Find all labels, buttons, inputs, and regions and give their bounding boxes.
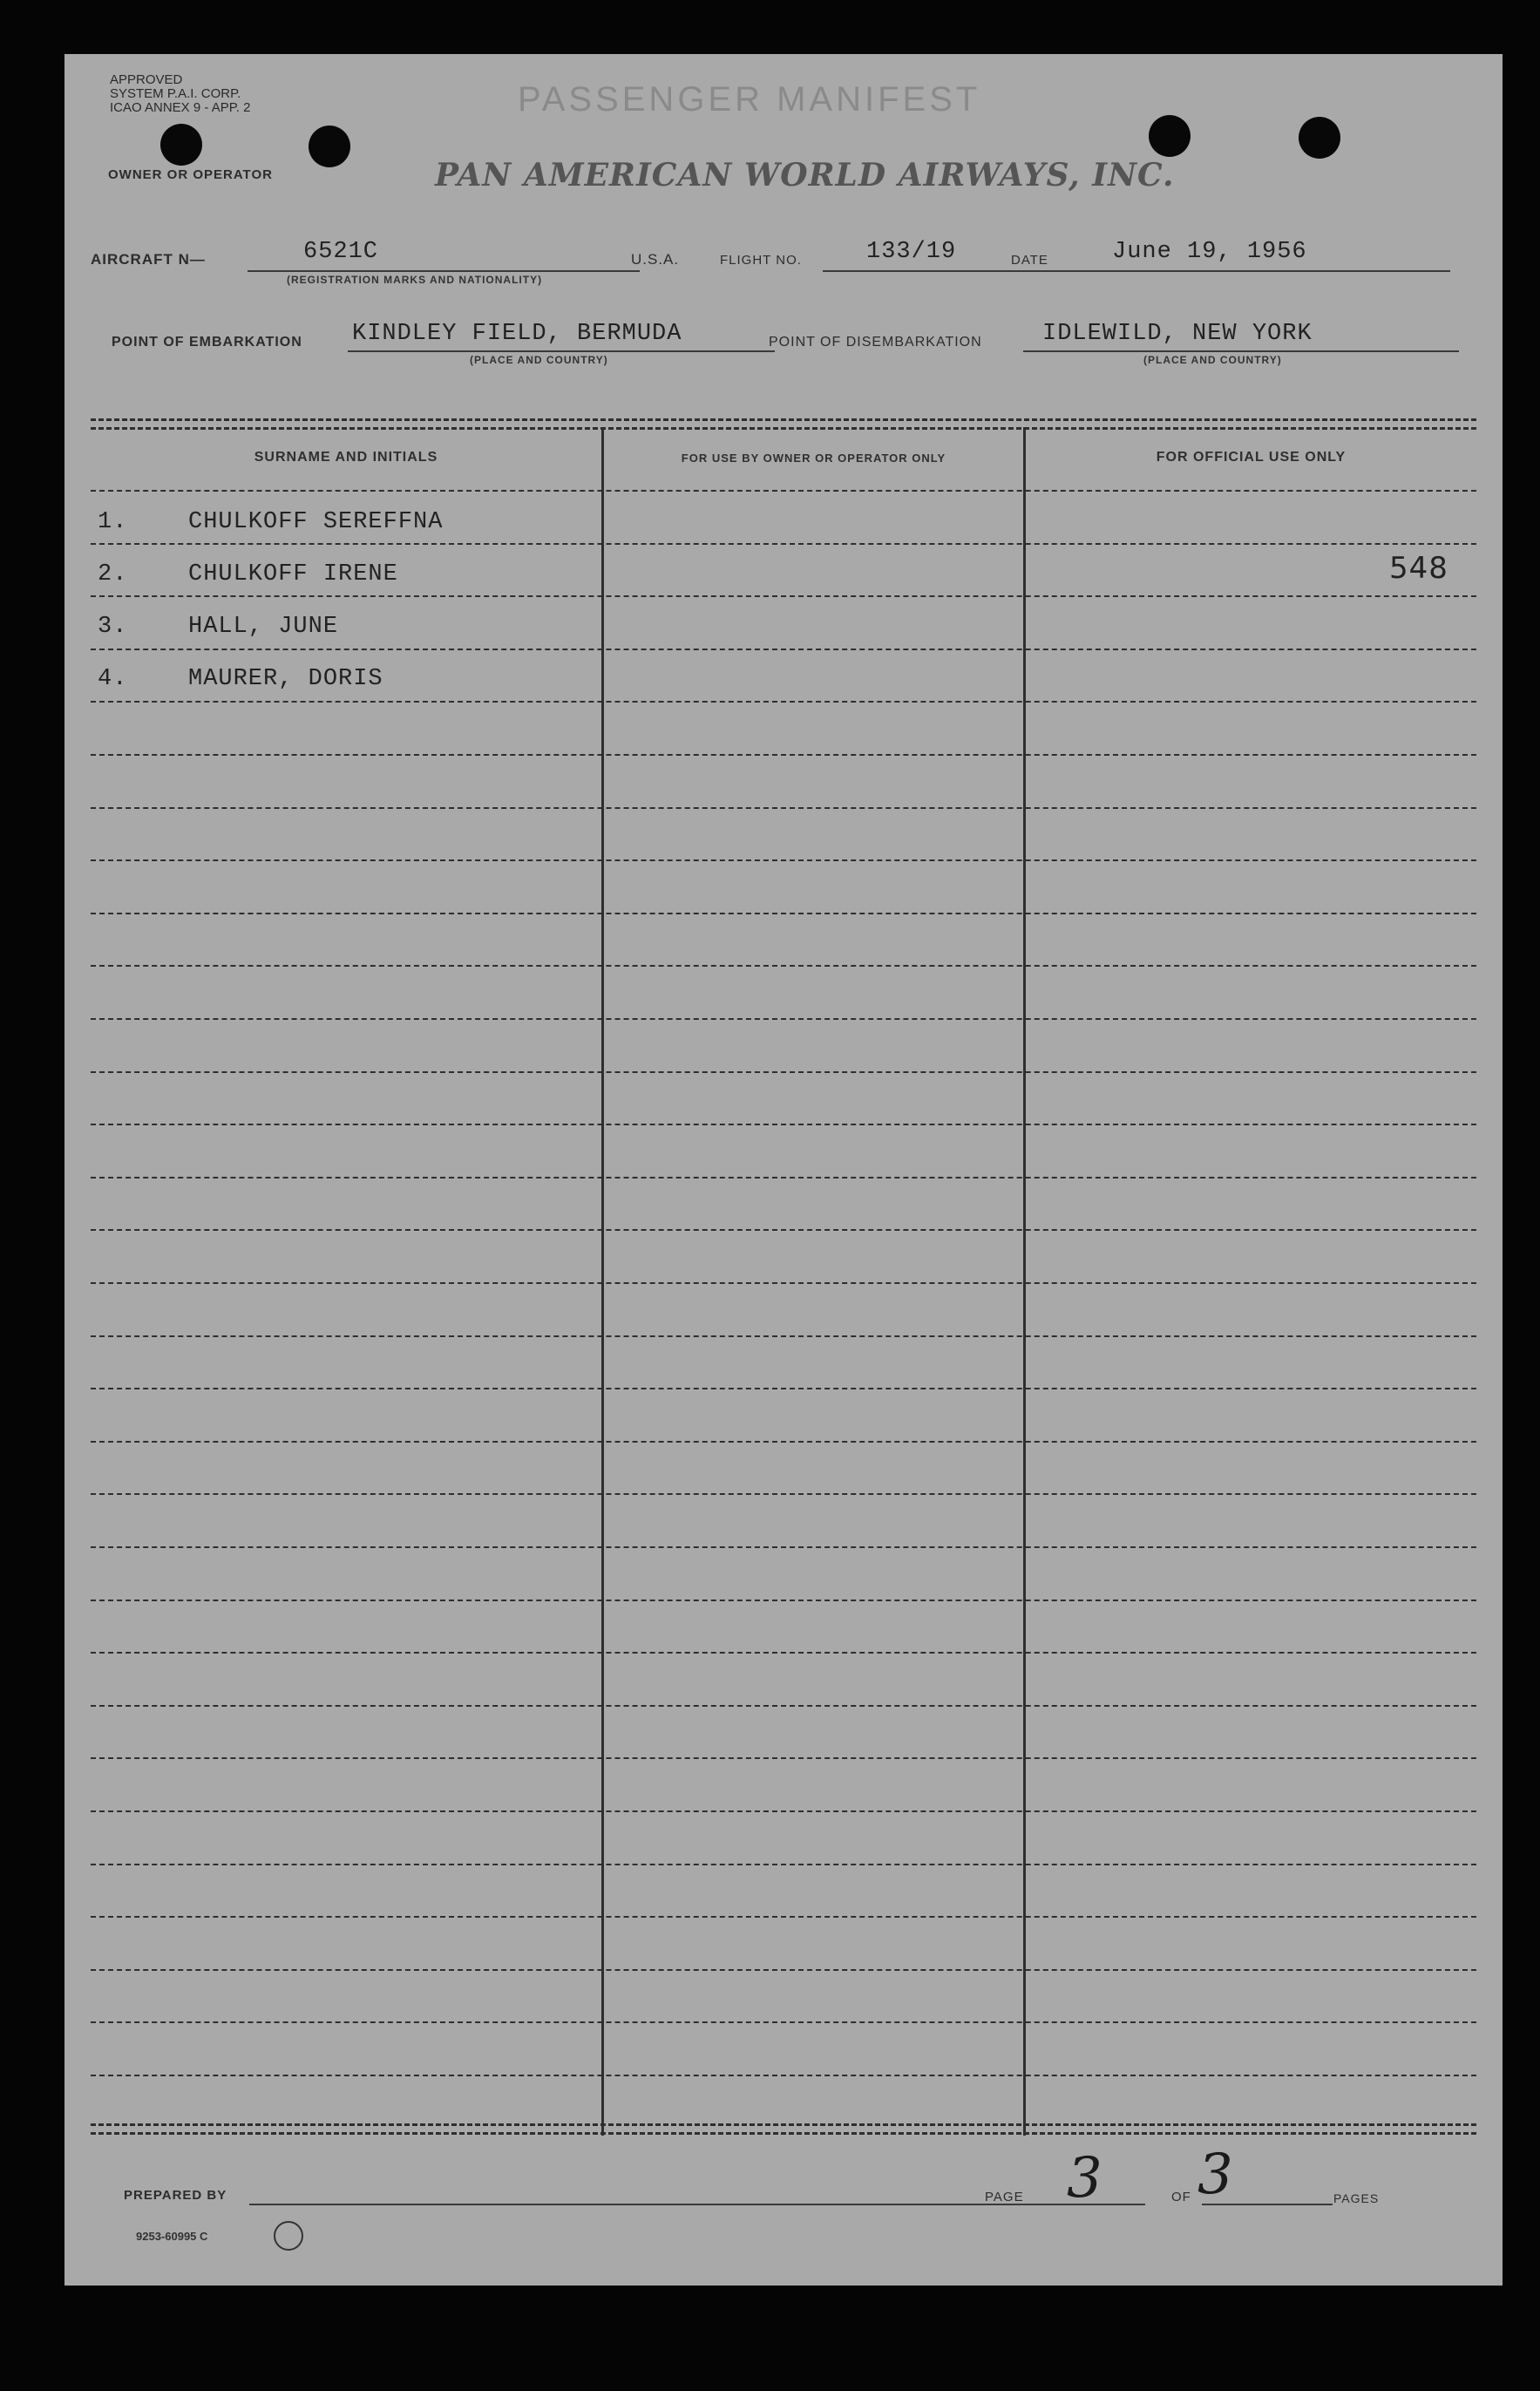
disembark-value: IDLEWILD, NEW YORK (1042, 321, 1313, 347)
table-row (91, 497, 1476, 549)
flight-value: 133/19 (866, 239, 957, 265)
punch-hole (309, 126, 350, 167)
official-value: 548 (1389, 551, 1448, 586)
row-rule (91, 859, 1476, 861)
of-label: OF (1171, 2190, 1191, 2204)
row-rule (91, 1177, 1476, 1179)
aircraft-label: AIRCRAFT N— (91, 251, 206, 268)
page-label: PAGE (985, 2190, 1024, 2204)
punch-hole (1149, 115, 1191, 157)
passenger-name: CHULKOFF IRENE (188, 561, 398, 588)
flight-label: FLIGHT NO. (720, 253, 802, 268)
table-row (91, 601, 1476, 654)
union-label-icon (274, 2221, 303, 2251)
passenger-name: CHULKOFF SEREFFNA (188, 509, 444, 535)
page-number: 3 (1067, 2146, 1102, 2211)
disembark-caption: (PLACE AND COUNTRY) (1143, 354, 1282, 366)
embark-label: POINT OF EMBARKATION (112, 335, 302, 350)
row-rule (91, 1388, 1476, 1389)
row-rule (91, 1229, 1476, 1231)
passenger-name: MAURER, DORIS (188, 666, 383, 692)
row-rule (91, 490, 1476, 492)
row-rule (91, 1335, 1476, 1337)
embark-value: KINDLEY FIELD, BERMUDA (352, 321, 682, 347)
manifest-sheet (64, 54, 1503, 2286)
row-rule (91, 1969, 1476, 1971)
table-row (91, 654, 1476, 706)
owner-value: PAN AMERICAN WORLD AIRWAYS, INC. (435, 157, 1175, 194)
date-label: DATE (1011, 253, 1048, 268)
row-rule (91, 1493, 1476, 1495)
column-header-surname: SURNAME AND INITIALS (254, 450, 438, 465)
usa-label: U.S.A. (631, 251, 680, 268)
row-rule (91, 1282, 1476, 1284)
prepared-by-label: PREPARED BY (124, 2188, 227, 2203)
row-rule (91, 1757, 1476, 1759)
row-number: 2. (98, 561, 128, 588)
row-rule (91, 1018, 1476, 1020)
date-value: June 19, 1956 (1112, 239, 1307, 265)
disembark-label: POINT OF DISEMBARKATION (769, 335, 982, 350)
row-rule (91, 807, 1476, 809)
row-rule (91, 1124, 1476, 1125)
form-number: 9253-60995 C (136, 2230, 208, 2243)
column-header-owner: FOR USE BY OWNER OR OPERATOR ONLY (681, 452, 946, 465)
row-number: 3. (98, 614, 128, 640)
approval-line: SYSTEM P.A.I. CORP. (110, 86, 241, 101)
row-rule (91, 1864, 1476, 1865)
column-header-official: FOR OFFICIAL USE ONLY (1156, 450, 1347, 465)
row-rule (91, 1652, 1476, 1654)
row-rule (91, 1441, 1476, 1443)
form-title: PASSENGER MANIFEST (518, 80, 981, 119)
row-rule (91, 913, 1476, 914)
row-rule (91, 754, 1476, 756)
row-rule (91, 2021, 1476, 2023)
approval-line: ICAO ANNEX 9 - APP. 2 (110, 100, 251, 115)
row-rule (91, 1546, 1476, 1548)
owner-label: OWNER OR OPERATOR (108, 167, 273, 182)
total-pages: 3 (1197, 2143, 1233, 2207)
punch-hole (1299, 117, 1340, 159)
approval-line: APPROVED (110, 72, 183, 87)
passenger-name: HALL, JUNE (188, 614, 339, 640)
row-number: 4. (98, 666, 128, 692)
row-rule (91, 1071, 1476, 1073)
row-rule (91, 1916, 1476, 1918)
approval-block (110, 73, 250, 115)
row-rule (91, 1600, 1476, 1601)
pages-label: PAGES (1333, 2191, 1380, 2205)
embark-caption: (PLACE AND COUNTRY) (470, 354, 608, 366)
punch-hole (160, 124, 202, 166)
aircraft-caption: (REGISTRATION MARKS AND NATIONALITY) (287, 274, 543, 286)
row-number: 1. (98, 509, 128, 535)
row-rule (91, 965, 1476, 967)
aircraft-value: 6521C (303, 239, 379, 265)
table-row (91, 549, 1476, 601)
row-rule (91, 2075, 1476, 2076)
row-rule (91, 1810, 1476, 1812)
row-rule (91, 1705, 1476, 1707)
